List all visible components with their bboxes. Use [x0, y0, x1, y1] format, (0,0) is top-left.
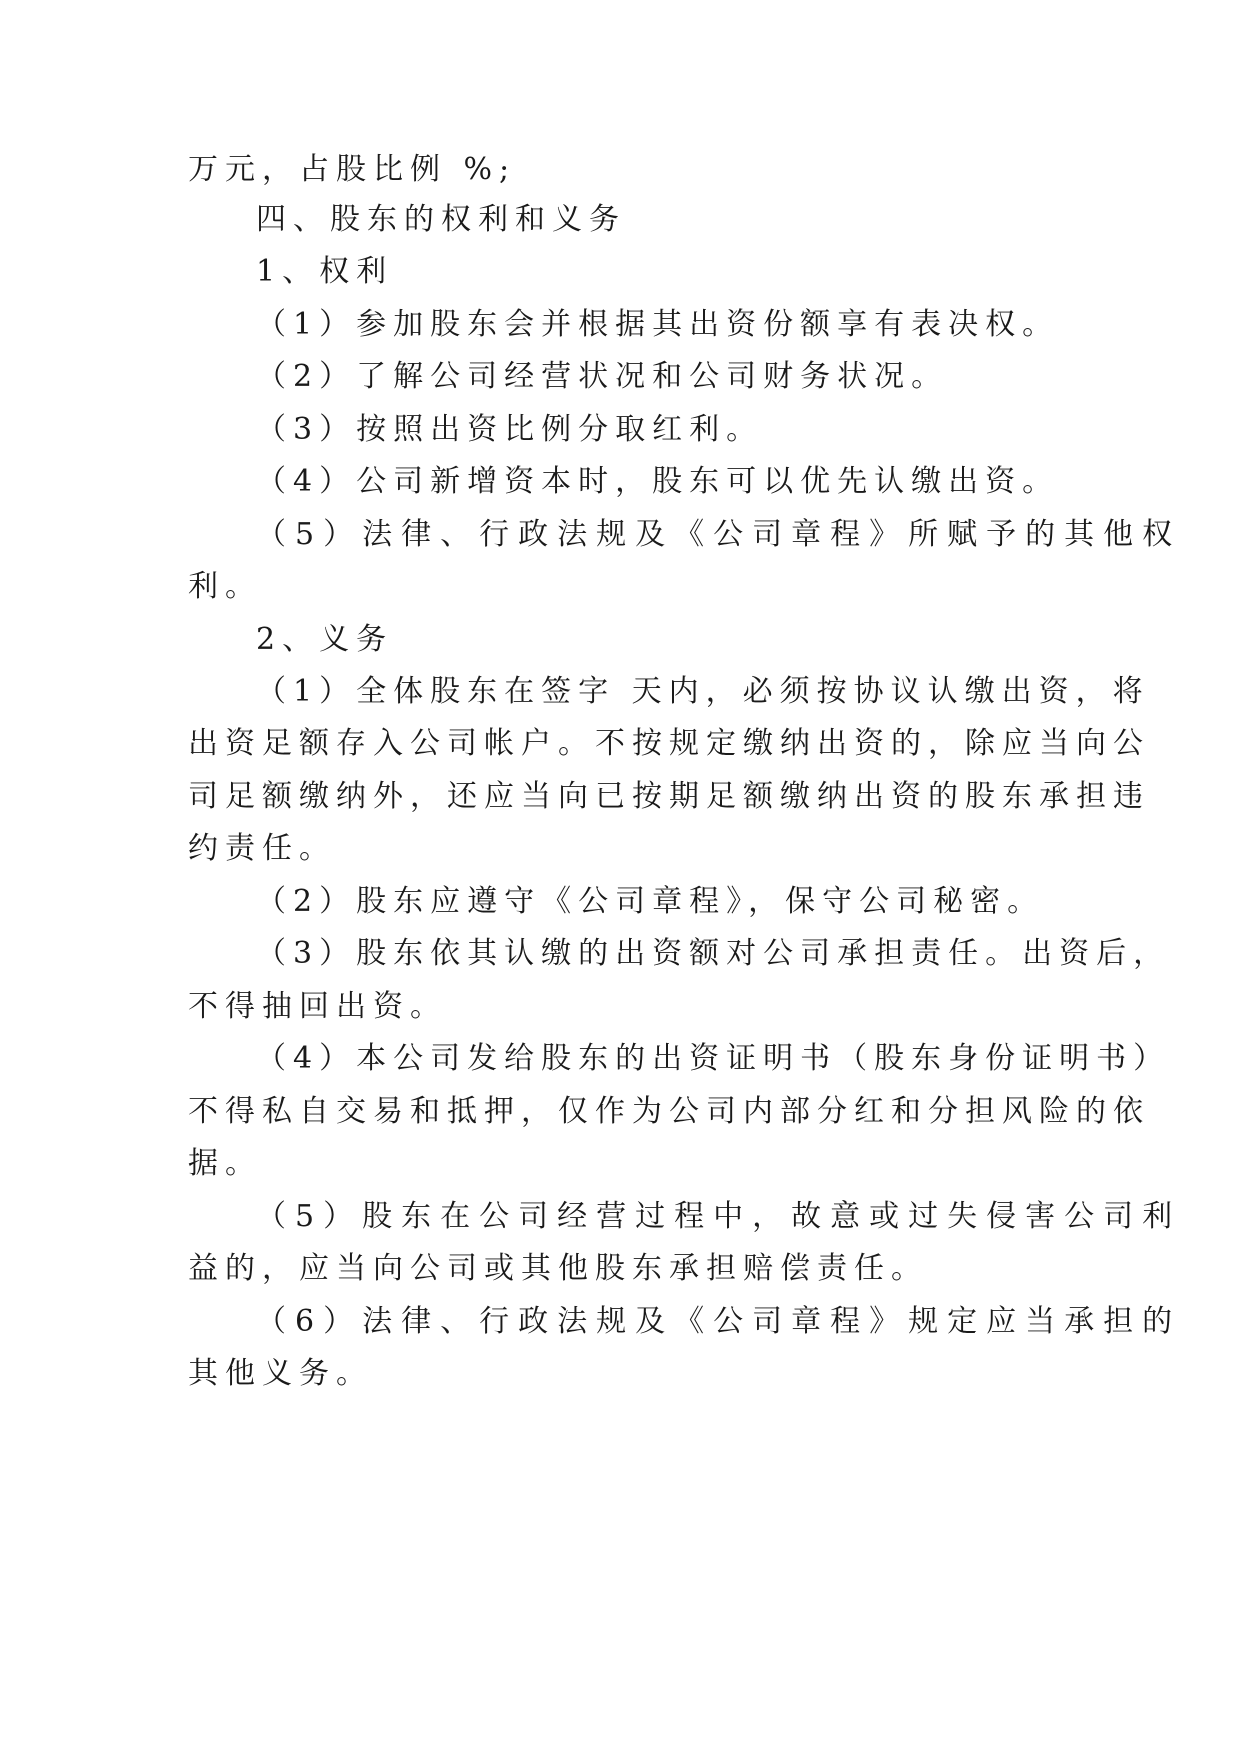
obligations-item-3-line-2: 不得抽回出资。: [188, 989, 447, 1024]
obligations-item-1-line-2: 出资足额存入公司帐户。不按规定缴纳出资的，除应当向公: [188, 726, 1150, 761]
obligations-item-5-line-2: 益的，应当向公司或其他股东承担赔偿责任。: [188, 1251, 928, 1286]
obligations-item-4-line-1: （4）本公司发给股东的出资证明书（股东身份证明书）: [256, 1041, 1171, 1076]
rights-item-2: （2）了解公司经营状况和公司财务状况。: [256, 359, 949, 394]
rights-item-1: （1）参加股东会并根据其出资份额享有表决权。: [256, 307, 1060, 342]
obligations-item-1-line-3: 司足额缴纳外，还应当向已按期足额缴纳出资的股东承担违: [188, 779, 1150, 814]
obligations-item-2: （2）股东应遵守《公司章程》，保守公司秘密。: [256, 884, 1045, 919]
obligations-item-4-line-2: 不得私自交易和抵押，仅作为公司内部分红和分担风险的依: [188, 1094, 1150, 1129]
obligations-item-5-line-1: （5）股东在公司经营过程中，故意或过失侵害公司利: [256, 1199, 1182, 1234]
rights-item-5-line-2: 利。: [188, 569, 262, 604]
obligations-item-4-line-3: 据。: [188, 1146, 262, 1181]
rights-item-5-line-1: （5）法律、行政法规及《公司章程》所赋予的其他权: [256, 517, 1182, 552]
rights-item-4: （4）公司新增资本时，股东可以优先认缴出资。: [256, 464, 1060, 499]
rights-item-3: （3）按照出资比例分取红利。: [256, 412, 764, 447]
obligations-item-1-line-4: 约责任。: [188, 831, 336, 866]
subheading-rights: 1、权利: [256, 254, 394, 289]
obligations-item-3-line-1: （3）股东依其认缴的出资额对公司承担责任。出资后，: [256, 936, 1171, 971]
text-line-share-ratio: 万元，占股比例 %;: [188, 152, 517, 187]
obligations-item-6-line-2: 其他义务。: [188, 1356, 373, 1391]
section-heading-rights-obligations: 四、股东的权利和义务: [256, 202, 626, 237]
subheading-obligations: 2、义务: [256, 622, 394, 657]
obligations-item-6-line-1: （6）法律、行政法规及《公司章程》规定应当承担的: [256, 1304, 1182, 1339]
obligations-item-1-line-1: （1）全体股东在签字 天内，必须按协议认缴出资，将: [256, 674, 1150, 709]
